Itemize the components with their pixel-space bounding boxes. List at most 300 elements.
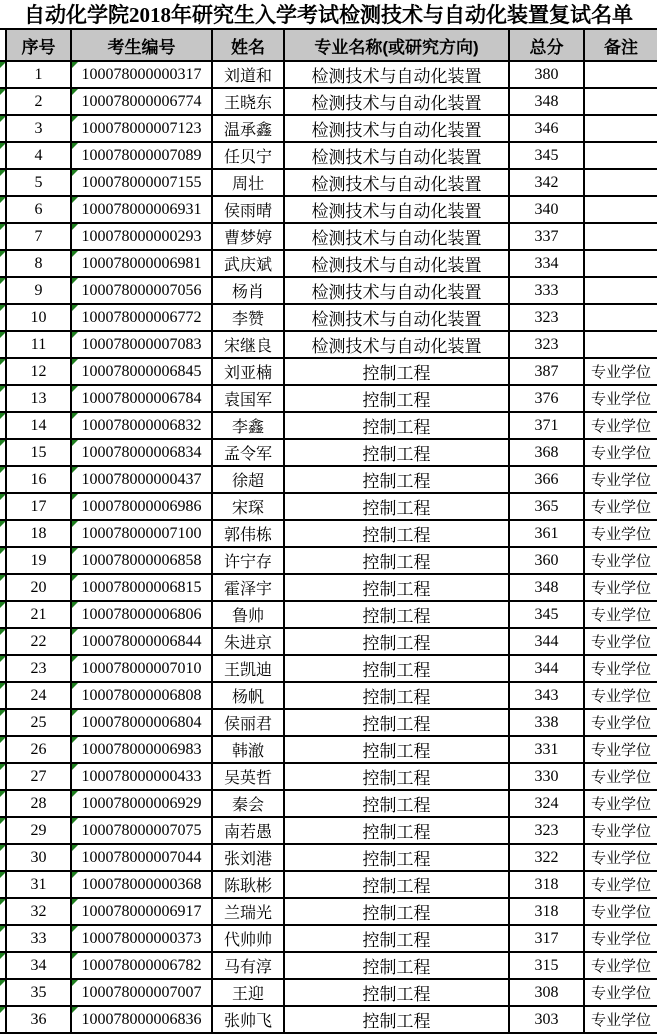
remark-cell[interactable]: 专业学位 — [585, 710, 657, 737]
name-cell[interactable]: 李赞 — [213, 305, 285, 332]
name-cell[interactable]: 侯丽君 — [213, 710, 285, 737]
candidate-id-cell[interactable]: 100078000000373 — [72, 926, 213, 953]
table-row — [0, 467, 657, 494]
serial-number-cell[interactable]: 31 — [7, 872, 72, 899]
remark-cell[interactable]: 专业学位 — [585, 602, 657, 629]
remark-cell[interactable] — [585, 305, 657, 332]
name-cell[interactable]: 刘道和 — [213, 62, 285, 89]
score-cell[interactable]: 344 — [510, 656, 585, 683]
number-as-text-marker-icon — [0, 818, 6, 824]
number-as-text-marker-icon — [72, 953, 78, 959]
score-cell[interactable]: 322 — [510, 845, 585, 872]
major-cell[interactable]: 检测技术与自动化装置 — [285, 197, 510, 224]
header-major[interactable]: 专业名称(或研究方向) — [285, 28, 510, 62]
number-as-text-marker-icon — [72, 332, 78, 338]
serial-number-cell[interactable]: 19 — [7, 548, 72, 575]
serial-number-cell[interactable]: 29 — [7, 818, 72, 845]
score-cell[interactable]: 360 — [510, 548, 585, 575]
name-cell[interactable]: 韩澈 — [213, 737, 285, 764]
number-as-text-marker-icon — [0, 62, 6, 68]
left-edge-cell — [0, 224, 7, 251]
candidate-id-cell[interactable]: 100078000006929 — [72, 791, 213, 818]
name-cell[interactable]: 侯雨晴 — [213, 197, 285, 224]
remark-cell[interactable]: 专业学位 — [585, 818, 657, 845]
name-cell[interactable]: 王晓东 — [213, 89, 285, 116]
candidate-id-cell[interactable]: 100078000006806 — [72, 602, 213, 629]
number-as-text-marker-icon — [72, 305, 78, 311]
remark-cell[interactable]: 专业学位 — [585, 359, 657, 386]
major-cell[interactable]: 控制工程 — [285, 737, 510, 764]
score-cell[interactable]: 338 — [510, 710, 585, 737]
name-cell[interactable]: 马有淳 — [213, 953, 285, 980]
remark-cell[interactable]: 专业学位 — [585, 764, 657, 791]
table-row — [0, 926, 657, 953]
major-cell[interactable]: 控制工程 — [285, 980, 510, 1007]
candidate-id-cell[interactable]: 100078000007083 — [72, 332, 213, 359]
major-cell[interactable]: 控制工程 — [285, 575, 510, 602]
serial-number-cell[interactable]: 23 — [7, 656, 72, 683]
candidate-id-cell[interactable]: 100078000000437 — [72, 467, 213, 494]
number-as-text-marker-icon — [72, 683, 78, 689]
number-as-text-marker-icon — [72, 602, 78, 608]
table-row — [0, 980, 657, 1007]
remark-cell[interactable]: 专业学位 — [585, 845, 657, 872]
serial-number-cell[interactable]: 34 — [7, 953, 72, 980]
major-cell[interactable]: 控制工程 — [285, 899, 510, 926]
header-candidate-id[interactable]: 考生编号 — [72, 28, 213, 62]
table-row — [0, 521, 657, 548]
score-cell[interactable]: 318 — [510, 899, 585, 926]
candidate-id-cell[interactable]: 100078000006931 — [72, 197, 213, 224]
remark-cell[interactable]: 专业学位 — [585, 467, 657, 494]
table-row — [0, 899, 657, 926]
remark-cell[interactable]: 专业学位 — [585, 494, 657, 521]
number-as-text-marker-icon — [72, 62, 78, 68]
major-cell[interactable]: 控制工程 — [285, 1007, 510, 1034]
number-as-text-marker-icon — [72, 818, 78, 824]
name-cell[interactable]: 霍泽宇 — [213, 575, 285, 602]
candidate-id-cell[interactable]: 100078000006917 — [72, 899, 213, 926]
name-cell[interactable]: 王凯迪 — [213, 656, 285, 683]
score-cell[interactable]: 323 — [510, 332, 585, 359]
number-as-text-marker-icon — [0, 413, 6, 419]
major-cell[interactable]: 控制工程 — [285, 656, 510, 683]
candidate-id-cell[interactable]: 100078000006834 — [72, 440, 213, 467]
table-row — [0, 1007, 657, 1034]
name-cell[interactable]: 杨帆 — [213, 683, 285, 710]
name-cell[interactable]: 任贝宁 — [213, 143, 285, 170]
candidate-id-cell[interactable]: 100078000007123 — [72, 116, 213, 143]
candidate-id-cell[interactable]: 100078000006858 — [72, 548, 213, 575]
score-cell[interactable]: 318 — [510, 872, 585, 899]
candidate-id-cell[interactable]: 100078000007100 — [72, 521, 213, 548]
remark-cell[interactable]: 专业学位 — [585, 548, 657, 575]
candidate-id-cell[interactable]: 100078000006784 — [72, 386, 213, 413]
number-as-text-marker-icon — [72, 224, 78, 230]
number-as-text-marker-icon — [72, 764, 78, 770]
number-as-text-marker-icon — [72, 278, 78, 284]
name-cell[interactable]: 李鑫 — [213, 413, 285, 440]
candidate-id-cell[interactable]: 100078000007007 — [72, 980, 213, 1007]
major-cell[interactable]: 控制工程 — [285, 440, 510, 467]
major-cell[interactable]: 控制工程 — [285, 953, 510, 980]
remark-cell[interactable]: 专业学位 — [585, 1007, 657, 1034]
name-cell[interactable]: 秦会 — [213, 791, 285, 818]
serial-number-cell[interactable]: 17 — [7, 494, 72, 521]
remark-cell[interactable] — [585, 89, 657, 116]
remark-cell[interactable] — [585, 170, 657, 197]
name-cell[interactable]: 周壮 — [213, 170, 285, 197]
major-cell[interactable]: 控制工程 — [285, 386, 510, 413]
score-cell[interactable]: 361 — [510, 521, 585, 548]
name-cell[interactable]: 郭伟栋 — [213, 521, 285, 548]
number-as-text-marker-icon — [72, 89, 78, 95]
serial-number-cell[interactable]: 8 — [7, 251, 72, 278]
remark-cell[interactable]: 专业学位 — [585, 926, 657, 953]
serial-number-cell[interactable]: 4 — [7, 143, 72, 170]
table-row — [0, 386, 657, 413]
major-cell[interactable]: 控制工程 — [285, 359, 510, 386]
header-serial-number[interactable]: 序号 — [7, 28, 72, 62]
number-as-text-marker-icon — [72, 494, 78, 500]
score-cell[interactable]: 308 — [510, 980, 585, 1007]
candidate-id-cell[interactable]: 100078000006808 — [72, 683, 213, 710]
major-cell[interactable]: 检测技术与自动化装置 — [285, 224, 510, 251]
table-row — [0, 170, 657, 197]
remark-cell[interactable]: 专业学位 — [585, 872, 657, 899]
name-cell[interactable]: 宋继良 — [213, 332, 285, 359]
major-cell[interactable]: 控制工程 — [285, 845, 510, 872]
score-cell[interactable]: 346 — [510, 116, 585, 143]
serial-number-cell[interactable]: 13 — [7, 386, 72, 413]
header-remark[interactable]: 备注 — [585, 28, 657, 62]
candidate-id-cell[interactable]: 100078000006845 — [72, 359, 213, 386]
number-as-text-marker-icon — [0, 251, 6, 257]
name-cell[interactable]: 许宁存 — [213, 548, 285, 575]
score-cell[interactable]: 387 — [510, 359, 585, 386]
serial-number-cell[interactable]: 9 — [7, 278, 72, 305]
left-edge-cell — [0, 845, 7, 872]
score-cell[interactable]: 371 — [510, 413, 585, 440]
remark-cell[interactable]: 专业学位 — [585, 899, 657, 926]
number-as-text-marker-icon — [0, 764, 6, 770]
header-name[interactable]: 姓名 — [213, 28, 285, 62]
number-as-text-marker-icon — [0, 548, 6, 554]
major-cell[interactable]: 检测技术与自动化装置 — [285, 305, 510, 332]
candidate-id-cell[interactable]: 100078000006983 — [72, 737, 213, 764]
candidate-id-cell[interactable]: 100078000007155 — [72, 170, 213, 197]
remark-cell[interactable] — [585, 332, 657, 359]
serial-number-cell[interactable]: 3 — [7, 116, 72, 143]
serial-number-cell[interactable]: 21 — [7, 602, 72, 629]
major-cell[interactable]: 控制工程 — [285, 521, 510, 548]
number-as-text-marker-icon — [0, 845, 6, 851]
left-edge-cell — [0, 899, 7, 926]
candidate-id-cell[interactable]: 100078000006981 — [72, 251, 213, 278]
left-edge-cell — [0, 872, 7, 899]
major-cell[interactable]: 控制工程 — [285, 467, 510, 494]
candidate-id-cell[interactable]: 100078000000293 — [72, 224, 213, 251]
major-cell[interactable]: 控制工程 — [285, 683, 510, 710]
major-cell[interactable]: 检测技术与自动化装置 — [285, 170, 510, 197]
table-row — [0, 413, 657, 440]
serial-number-cell[interactable]: 14 — [7, 413, 72, 440]
number-as-text-marker-icon — [0, 332, 6, 338]
number-as-text-marker-icon — [0, 89, 6, 95]
remark-cell[interactable]: 专业学位 — [585, 683, 657, 710]
candidate-id-cell[interactable]: 100078000000368 — [72, 872, 213, 899]
score-cell[interactable]: 343 — [510, 683, 585, 710]
number-as-text-marker-icon — [72, 170, 78, 176]
score-cell[interactable]: 345 — [510, 143, 585, 170]
name-cell[interactable]: 吴英哲 — [213, 764, 285, 791]
score-cell[interactable]: 340 — [510, 197, 585, 224]
serial-number-cell[interactable]: 5 — [7, 170, 72, 197]
number-as-text-marker-icon — [72, 629, 78, 635]
major-cell[interactable]: 控制工程 — [285, 872, 510, 899]
left-edge-cell — [0, 170, 7, 197]
major-cell[interactable]: 检测技术与自动化装置 — [285, 332, 510, 359]
score-cell[interactable]: 342 — [510, 170, 585, 197]
serial-number-cell[interactable]: 10 — [7, 305, 72, 332]
score-cell[interactable]: 348 — [510, 89, 585, 116]
table-row — [0, 305, 657, 332]
serial-number-cell[interactable]: 27 — [7, 764, 72, 791]
candidate-id-cell[interactable]: 100078000006782 — [72, 953, 213, 980]
major-cell[interactable]: 控制工程 — [285, 602, 510, 629]
header-total-score[interactable]: 总分 — [510, 28, 585, 62]
remark-cell[interactable]: 专业学位 — [585, 953, 657, 980]
candidate-id-cell[interactable]: 100078000000317 — [72, 62, 213, 89]
number-as-text-marker-icon — [72, 737, 78, 743]
candidate-id-cell[interactable]: 100078000007010 — [72, 656, 213, 683]
major-cell[interactable]: 检测技术与自动化装置 — [285, 116, 510, 143]
remark-cell[interactable] — [585, 143, 657, 170]
remark-cell[interactable] — [585, 278, 657, 305]
major-cell[interactable]: 控制工程 — [285, 548, 510, 575]
table-row — [0, 791, 657, 818]
score-cell[interactable]: 330 — [510, 764, 585, 791]
name-cell[interactable]: 袁国军 — [213, 386, 285, 413]
score-cell[interactable]: 323 — [510, 305, 585, 332]
serial-number-cell[interactable]: 2 — [7, 89, 72, 116]
table-row — [0, 710, 657, 737]
serial-number-cell[interactable]: 16 — [7, 467, 72, 494]
left-edge-cell — [0, 494, 7, 521]
number-as-text-marker-icon — [72, 548, 78, 554]
name-cell[interactable]: 武庆斌 — [213, 251, 285, 278]
name-cell[interactable]: 刘亚楠 — [213, 359, 285, 386]
major-cell[interactable]: 检测技术与自动化装置 — [285, 251, 510, 278]
left-edge-cell — [0, 764, 7, 791]
candidate-id-cell[interactable]: 100078000007044 — [72, 845, 213, 872]
major-cell[interactable]: 控制工程 — [285, 629, 510, 656]
name-cell[interactable]: 兰瑞光 — [213, 899, 285, 926]
remark-cell[interactable]: 专业学位 — [585, 521, 657, 548]
score-cell[interactable]: 376 — [510, 386, 585, 413]
candidate-id-cell[interactable]: 100078000007075 — [72, 818, 213, 845]
remark-cell[interactable]: 专业学位 — [585, 629, 657, 656]
number-as-text-marker-icon — [0, 521, 6, 527]
left-edge-cell — [0, 143, 7, 170]
serial-number-cell[interactable]: 32 — [7, 899, 72, 926]
score-cell[interactable]: 323 — [510, 818, 585, 845]
candidate-id-cell[interactable]: 100078000007056 — [72, 278, 213, 305]
name-cell[interactable]: 曹梦婷 — [213, 224, 285, 251]
page-title: 自动化学院2018年研究生入学考试检测技术与自动化装置复试名单 — [24, 3, 633, 27]
serial-number-cell[interactable]: 1 — [7, 62, 72, 89]
remark-cell[interactable] — [585, 116, 657, 143]
name-cell[interactable]: 徐超 — [213, 467, 285, 494]
number-as-text-marker-icon — [72, 251, 78, 257]
serial-number-cell[interactable]: 33 — [7, 926, 72, 953]
score-cell[interactable]: 344 — [510, 629, 585, 656]
score-cell[interactable]: 337 — [510, 224, 585, 251]
score-cell[interactable]: 303 — [510, 1007, 585, 1034]
left-edge-cell — [0, 359, 7, 386]
score-cell[interactable]: 348 — [510, 575, 585, 602]
remark-cell[interactable] — [585, 224, 657, 251]
remark-cell[interactable] — [585, 62, 657, 89]
number-as-text-marker-icon — [72, 413, 78, 419]
number-as-text-marker-icon — [0, 359, 6, 365]
remark-cell[interactable]: 专业学位 — [585, 386, 657, 413]
candidate-id-cell[interactable]: 100078000006836 — [72, 1007, 213, 1034]
table-row — [0, 197, 657, 224]
serial-number-cell[interactable]: 22 — [7, 629, 72, 656]
serial-number-cell[interactable]: 12 — [7, 359, 72, 386]
left-edge-cell — [0, 548, 7, 575]
table-row — [0, 359, 657, 386]
serial-number-cell[interactable]: 25 — [7, 710, 72, 737]
serial-number-cell[interactable]: 26 — [7, 737, 72, 764]
name-cell[interactable]: 南若愚 — [213, 818, 285, 845]
serial-number-cell[interactable]: 30 — [7, 845, 72, 872]
left-edge-cell — [0, 413, 7, 440]
left-edge-cell — [0, 980, 7, 1007]
major-cell[interactable]: 控制工程 — [285, 926, 510, 953]
candidate-id-cell[interactable]: 100078000006832 — [72, 413, 213, 440]
candidate-id-cell[interactable]: 100078000006844 — [72, 629, 213, 656]
name-cell[interactable]: 张帅飞 — [213, 1007, 285, 1034]
major-cell[interactable]: 检测技术与自动化装置 — [285, 143, 510, 170]
name-cell[interactable]: 宋琛 — [213, 494, 285, 521]
remark-cell[interactable]: 专业学位 — [585, 656, 657, 683]
number-as-text-marker-icon — [72, 386, 78, 392]
remark-cell[interactable]: 专业学位 — [585, 737, 657, 764]
score-cell[interactable]: 380 — [510, 62, 585, 89]
candidate-id-cell[interactable]: 100078000000433 — [72, 764, 213, 791]
serial-number-cell[interactable]: 36 — [7, 1007, 72, 1034]
serial-number-cell[interactable]: 28 — [7, 791, 72, 818]
major-cell[interactable]: 控制工程 — [285, 413, 510, 440]
number-as-text-marker-icon — [0, 710, 6, 716]
remark-cell[interactable]: 专业学位 — [585, 980, 657, 1007]
serial-number-cell[interactable]: 7 — [7, 224, 72, 251]
table-row — [0, 278, 657, 305]
serial-number-cell[interactable]: 35 — [7, 980, 72, 1007]
major-cell[interactable]: 控制工程 — [285, 791, 510, 818]
number-as-text-marker-icon — [0, 737, 6, 743]
remark-cell[interactable]: 专业学位 — [585, 791, 657, 818]
name-cell[interactable]: 王迎 — [213, 980, 285, 1007]
score-cell[interactable]: 368 — [510, 440, 585, 467]
remark-cell[interactable] — [585, 251, 657, 278]
remark-cell[interactable]: 专业学位 — [585, 440, 657, 467]
score-cell[interactable]: 333 — [510, 278, 585, 305]
left-edge-header-cell — [0, 28, 7, 62]
number-as-text-marker-icon — [72, 359, 78, 365]
table-row — [0, 89, 657, 116]
major-cell[interactable]: 控制工程 — [285, 818, 510, 845]
major-cell[interactable]: 检测技术与自动化装置 — [285, 89, 510, 116]
remark-cell[interactable] — [585, 197, 657, 224]
score-cell[interactable]: 331 — [510, 737, 585, 764]
name-cell[interactable]: 鲁帅 — [213, 602, 285, 629]
score-cell[interactable]: 345 — [510, 602, 585, 629]
serial-number-cell[interactable]: 11 — [7, 332, 72, 359]
serial-number-cell[interactable]: 15 — [7, 440, 72, 467]
number-as-text-marker-icon — [0, 575, 6, 581]
score-cell[interactable]: 315 — [510, 953, 585, 980]
name-cell[interactable]: 朱进京 — [213, 629, 285, 656]
candidate-id-cell[interactable]: 100078000006815 — [72, 575, 213, 602]
candidate-id-cell[interactable]: 100078000007089 — [72, 143, 213, 170]
candidate-id-cell[interactable]: 100078000006804 — [72, 710, 213, 737]
table-row — [0, 764, 657, 791]
number-as-text-marker-icon — [0, 629, 6, 635]
score-cell[interactable]: 366 — [510, 467, 585, 494]
score-cell[interactable]: 324 — [510, 791, 585, 818]
name-cell[interactable]: 孟令军 — [213, 440, 285, 467]
candidate-id-cell[interactable]: 100078000006986 — [72, 494, 213, 521]
remark-cell[interactable]: 专业学位 — [585, 575, 657, 602]
table-row — [0, 332, 657, 359]
major-cell[interactable]: 控制工程 — [285, 710, 510, 737]
name-cell[interactable]: 陈耿彬 — [213, 872, 285, 899]
score-cell[interactable]: 365 — [510, 494, 585, 521]
number-as-text-marker-icon — [72, 872, 78, 878]
serial-number-cell[interactable]: 18 — [7, 521, 72, 548]
number-as-text-marker-icon — [0, 1007, 6, 1013]
number-as-text-marker-icon — [0, 143, 6, 149]
number-as-text-marker-icon — [0, 791, 6, 797]
table-row — [0, 494, 657, 521]
serial-number-cell[interactable]: 24 — [7, 683, 72, 710]
candidate-id-cell[interactable]: 100078000006774 — [72, 89, 213, 116]
name-cell[interactable]: 张刘港 — [213, 845, 285, 872]
major-cell[interactable]: 控制工程 — [285, 494, 510, 521]
name-cell[interactable]: 代帅帅 — [213, 926, 285, 953]
number-as-text-marker-icon — [0, 683, 6, 689]
major-cell[interactable]: 检测技术与自动化装置 — [285, 278, 510, 305]
remark-cell[interactable]: 专业学位 — [585, 413, 657, 440]
name-cell[interactable]: 温承鑫 — [213, 116, 285, 143]
major-cell[interactable]: 检测技术与自动化装置 — [285, 62, 510, 89]
serial-number-cell[interactable]: 20 — [7, 575, 72, 602]
score-cell[interactable]: 317 — [510, 926, 585, 953]
number-as-text-marker-icon — [0, 116, 6, 122]
table-row — [0, 683, 657, 710]
major-cell[interactable]: 控制工程 — [285, 764, 510, 791]
left-edge-cell — [0, 602, 7, 629]
name-cell[interactable]: 杨肖 — [213, 278, 285, 305]
number-as-text-marker-icon — [0, 494, 6, 500]
number-as-text-marker-icon — [72, 980, 78, 986]
serial-number-cell[interactable]: 6 — [7, 197, 72, 224]
candidate-id-cell[interactable]: 100078000006772 — [72, 305, 213, 332]
score-cell[interactable]: 334 — [510, 251, 585, 278]
